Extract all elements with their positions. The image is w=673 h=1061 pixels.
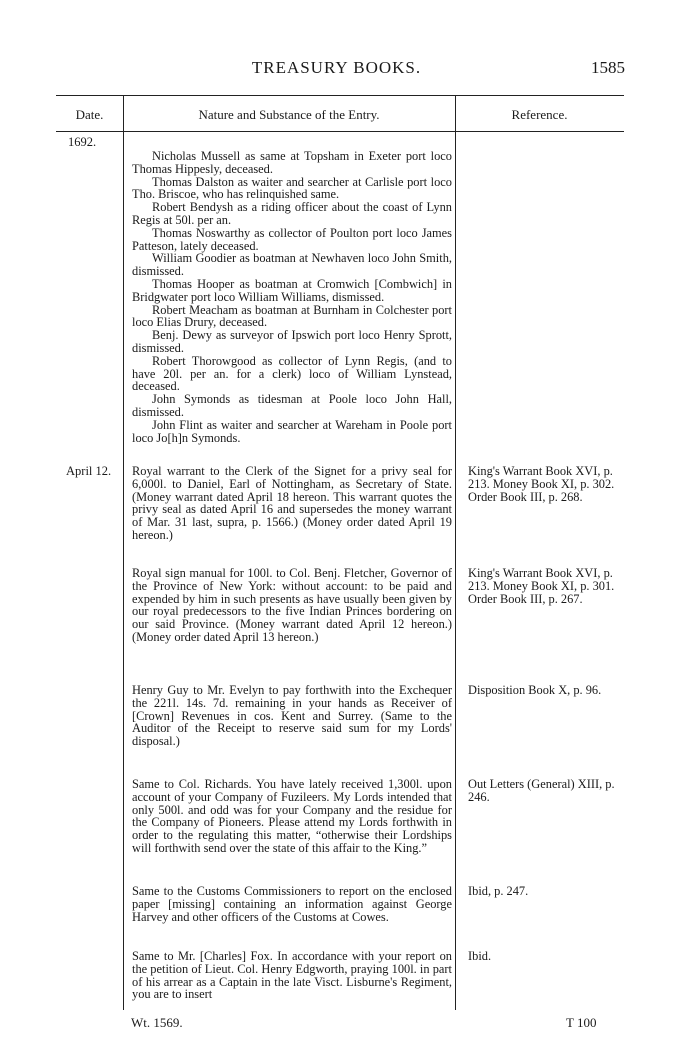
year-date: 1692. bbox=[68, 135, 97, 149]
appointment-entry: Thomas Dalston as waiter and searcher at Carlisle port loco Tho. Briscoe, who has relinquished same. bbox=[132, 174, 452, 202]
header-bottom-rule bbox=[56, 131, 624, 132]
april-date: April 12. bbox=[66, 464, 112, 478]
entry-sign-manual: Royal sign manual for 100l. to Col. Benj. Fletcher, Governor of the Province of New York: without account: to be paid and expended by him in such presents as have usually been given by our royal predecessors to the five Indian Princes bordering on our said Province. (Money warrant dated April 12 hereon.) (Money order dated April 13 hereon.) bbox=[132, 566, 452, 644]
reference-guy-evelyn: Disposition Book X, p. 96. bbox=[468, 683, 602, 697]
reference-customs-commissioners: Ibid, p. 247. bbox=[468, 884, 529, 898]
appointment-entry: William Goodier as boatman at Newhaven loco John Smith, dismissed. bbox=[132, 251, 452, 279]
appointment-entry: Thomas Noswarthy as collector of Poulton port loco James Patteson, lately deceased. bbox=[132, 225, 452, 253]
appointment-entry: Robert Bendysh as a riding officer about the coast of Lynn Regis at 50l. per an. bbox=[132, 200, 452, 227]
page-number: 1585 bbox=[591, 58, 625, 77]
reference-column-header: Reference. bbox=[511, 107, 568, 122]
date-column-header: Date. bbox=[75, 107, 104, 122]
appointment-entry: Robert Meacham as boatman at Burnham in Colchester port loco Elias Drury, deceased. bbox=[132, 302, 452, 330]
appointments-block bbox=[132, 150, 452, 444]
appointment-entry: Nicholas Mussell as same at Topsham in Exeter port loco Thomas Hippesly, deceased. bbox=[132, 149, 452, 176]
appointment-entry: John Symonds as tidesman at Poole loco John Hall, dismissed. bbox=[132, 392, 452, 419]
appointment-entry: Thomas Hooper as boatman at Cromwich [Combwich] in Bridgwater port loco William Williams, dismissed. bbox=[132, 276, 452, 304]
entries-table bbox=[56, 95, 624, 1010]
table-top-rule bbox=[56, 95, 624, 96]
appointment-entry: John Flint as waiter and searcher at Wareham in Poole port loco Jo[h]n Symonds. bbox=[132, 417, 452, 445]
reference-charles-fox: Ibid. bbox=[468, 949, 492, 963]
entry-customs-commissioners: Same to the Customs Commissioners to report on the enclosed paper [missing] containing an information against George Harvey and other officers of the Customs at Cowes. bbox=[132, 884, 452, 924]
nature-column-header: Nature and Substance of the Entry. bbox=[198, 107, 380, 122]
reference-sign-manual: King's Warrant Book XVI, p. 213. Money Book XI, p. 301. Order Book III, p. 267. bbox=[468, 566, 615, 606]
appointment-entry: Benj. Dewy as surveyor of Ipswich port loco Henry Sprott, dismissed. bbox=[132, 328, 452, 355]
page-header bbox=[0, 58, 673, 82]
date-column-divider bbox=[123, 95, 124, 1010]
entry-guy-evelyn: Henry Guy to Mr. Evelyn to pay forthwith into the Exchequer the 221l. 14s. 7d. remaining in your hands as Receiver of [Crown] Revenues in cos. Kent and Surrey. (Same to the Auditor of the Receipt to reserve said sum for my Lords' disposal.) bbox=[132, 683, 452, 749]
entry-charles-fox: Same to Mr. [Charles] Fox. In accordance with your report on the petition of Lieut. Col. Henry Edgworth, praying 100l. in part of his arrear as a Captain in the late Visct. Lisburne's Regiment, you are to insert bbox=[132, 949, 452, 1002]
entry-col-richards: Same to Col. Richards. You have lately received 1,300l. upon account of your Company of Fuzileers. My Lords intended that only 500l. and odd was for your Company and the residue for the Company of Pioneers. Please attend my Lords forthwith in order to the regulating this matter, “otherwise their Lordships will forthwith send over the state of this affair to the King.” bbox=[132, 777, 452, 855]
footer-warrant-number: Wt. 1569. bbox=[131, 1015, 183, 1030]
entry-privy-seal: Royal warrant to the Clerk of the Signet for a privy seal for 6,000l. to Daniel, Earl of Nottingham, as Secretary of State. (Money warrant dated April 18 hereon. This warrant quotes the privy seal as dated April 16 and supersedes the money warrant of Mar. 31 last, supra, p. 1566.) (Money order dated April 19 hereon.) bbox=[132, 464, 452, 542]
reference-privy-seal: King's Warrant Book XVI, p. 213. Money Book XI, p. 302. Order Book III, p. 268. bbox=[468, 464, 615, 504]
appointment-entry: Robert Thorowgood as collector of Lynn Regis, (and to have 20l. per an. for a clerk) loco of William Lynstead, deceased. bbox=[132, 353, 452, 394]
running-title: TREASURY BOOKS. bbox=[251, 58, 422, 77]
footer-signature-mark: T 100 bbox=[566, 1015, 597, 1030]
reference-column-divider bbox=[455, 95, 456, 1010]
reference-col-richards: Out Letters (General) XIII, p. 246. bbox=[468, 777, 615, 804]
